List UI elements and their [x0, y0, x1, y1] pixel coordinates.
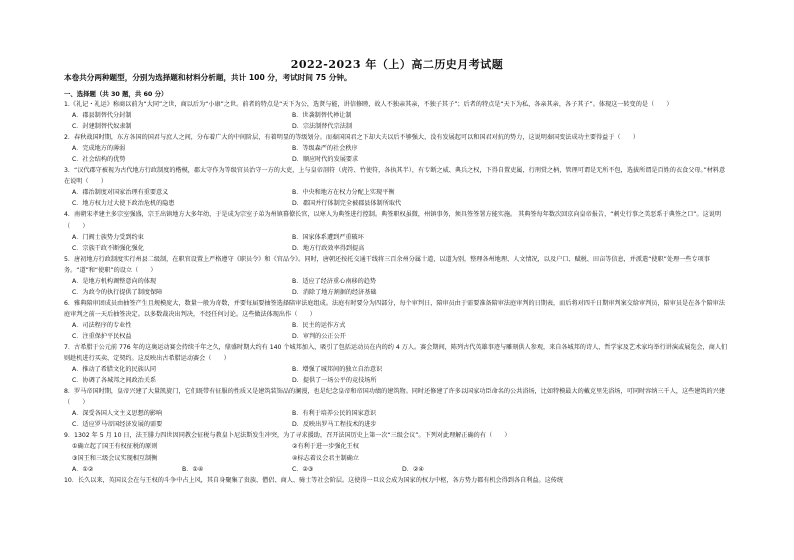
answer-options — [64, 110, 731, 132]
question-stem: 1.《礼记・礼运》称商以前为“大同”之世，商以后为“小康”之世。前者的特点是“天下为公，选贤与能，讲信修睦，故人不独亲其亲，不独子其子”；后者的特点是“天下为私，各亲其亲，各子其子”。体现这一转变的是（ ） — [64, 101, 673, 108]
answer-options — [64, 276, 731, 298]
question-10 — [64, 475, 731, 486]
answer-options — [64, 364, 731, 386]
option-c: C．②③ — [292, 465, 314, 473]
question-stem: 5．唐初地方行政制度实行州县二级制，在职官设置上严格遵守《职员令》和《官品令》。同时，唐朝还按托交通干线将三百余州分属十道，以道为别，整理各州地理、人文情况，以及户口、赋税、田亩等信息，并派遣“使职”处理一些专项事务。“道”和“使职”的设立（ ） — [64, 255, 710, 274]
option-a: A．深受各国人文主义思想的影响 — [72, 410, 163, 418]
option-a: A．司法程序的专业性 — [72, 321, 132, 329]
option-b: B．中央和地方在权力分配上实现平衡 — [292, 189, 395, 197]
option-c: C．为政令的执行提供了制度保障 — [72, 288, 163, 296]
option-c: C．社会结构的优势 — [72, 156, 126, 164]
option-b: B．增强了城邦间的独立自治意识 — [292, 366, 383, 374]
option-c: C．地方权力过大使下政治危机的隐患 — [72, 200, 175, 208]
answer-options — [64, 232, 731, 254]
option-d: D．审判的公正公开 — [292, 332, 346, 340]
answer-options — [64, 320, 731, 342]
option-b: B．有利于培养公民的国家意识 — [292, 410, 377, 418]
question-stem: 10．长久以来，英国议会在与王权的斗争中占上风，其自身聚集了贵族、僧侣、商人、骑士等社会阶层。这使得一旦议会成为国家的权力中枢，各方势力都有机会得到各自利益。这传统 — [64, 476, 564, 484]
page-title: 2022-2023 年（上）高二历史月考试题 — [290, 58, 504, 71]
option-c: C．宗族干政不断强化强化 — [72, 244, 144, 252]
option-d: D．反映出罗马工程技术的进步 — [292, 421, 377, 429]
question-8 — [64, 386, 731, 430]
option-a: A．郡治制度对国家治理有重要意义 — [72, 189, 169, 197]
statement-4: ④标志着议会君主制确立 — [292, 454, 359, 462]
answer-options — [64, 187, 731, 209]
exam-instructions: 本卷共分两种题型，分别为选择题和材料分析题，共计 100 分，考试时间 75 分钟。 — [64, 73, 352, 82]
section-heading: 一、选择题（共 30 题，共 60 分） — [64, 90, 168, 98]
question-stem: 2．春秋战国时期，东方各国的国君与庶人之间，分布着广大的中间阶层，有着明显的等级划分。而秦国国君之下却大夫以后不够强大，没有发展起可以和国君对抗的势力，这说明秦国变法成功主要得益于（ ） — [64, 134, 639, 142]
option-d: D．地方行政效率得到提高 — [292, 244, 365, 252]
question-stem: 9．1302 年 5 月 10 日，法王腓力四世因同教会征税与教皇卜尼法斯发生冲突，为了寻求援助，召开法国历史上第一次“三级会议”。下列对此理解正确的有（ ） — [64, 432, 511, 440]
statement-1: ①确立起了国王有权征税的原则 — [72, 443, 158, 451]
option-b: B．①④ — [182, 465, 204, 473]
option-a: A．门阀士族势力受到约束 — [72, 233, 144, 241]
answer-options — [64, 408, 731, 430]
option-b: B．国家体系遭到严重破坏 — [292, 233, 364, 241]
option-c: C．适应罗马帝国经济发展的需要 — [72, 421, 163, 429]
question-7 — [64, 342, 731, 386]
option-a: A．推动了希腊文化的民族认同 — [72, 366, 157, 374]
questions-list — [64, 99, 731, 486]
question-stem: 6．雅典陪审团成员由抽签产生且规模庞大，数量一般为奇数，并要每届要抽签选择陪审法庭组成。法庭有时要分为四部分，每个审判日，陪审员由于需要准备陪审法庭审判的日期表，而后将对四千日期审判案交给审判员，陪审员是在各个陪审法庭审判之前一天后抽签决定。以多数裁决出判决，不经任何讨论。这些做法体现出作（ ） — [64, 299, 725, 318]
question-stem: 8．罗马帝国时期，皇帝兴建了大量凯旋门，它们既带有征服的性质又是建筑装饰品的澜漫，也是纪念皇帝和帝国功绩的建筑物。同时还修建了许多以国家功臣命名的公共浴场，比如特模最大的戴克里先浴场，可同时容纳三千人，这些建筑的兴建（ ） — [64, 388, 725, 407]
option-c: C．封建制替代奴隶制 — [72, 123, 132, 131]
question-3 — [64, 165, 731, 209]
option-d: D．宗法制替代宗法制 — [292, 123, 352, 131]
option-d: D．②④ — [402, 465, 424, 473]
option-a: A．郡县制替代分封制 — [72, 112, 132, 120]
option-d: D．郡国并行体制完全被郡县体制所取代 — [292, 200, 402, 208]
option-d: D．顺应时代的发展要求 — [292, 156, 359, 164]
statement-2: ②有利于进一步强化王权 — [292, 443, 359, 451]
question-5 — [64, 254, 731, 298]
answer-options — [64, 143, 731, 165]
option-b: B．世袭制替代禅让制 — [292, 112, 352, 120]
question-stem: 7．古希腊于公元前 776 年的这奥运动赛会持续千年之久，鼎盛时期大约有 140 个城邦加入，吸引了包括运动员在内的约 4 万人。赛会期间，陈列古代英雄事迹与雕刻供人参观，来自各城邦的诗人、哲学家及艺术家均举行讲演或展览会，商人们则趁机进行买卖、定契约。这反映出古希腊运动赛会（ ） — [64, 344, 728, 363]
option-b: B．适应了经济重心南移的趋势 — [292, 277, 377, 285]
question-4 — [64, 209, 731, 253]
question-stem: 3．“汉代郡守被视为古代地方行政制度的楷模，郡太守作为等级官员治守一方的大吏，上与皇帝剖符（虎符、竹使符，各执其半），有专断之威、典兵之权，下得自置吏属，行刑赏之柄，管理可谓是无所不包，选拔所谓是百姓的衣食父母。”材料意在说明（ ） — [64, 167, 726, 186]
option-d: D．提供了一场公平的竞技场所 — [292, 377, 377, 385]
option-c: C．注重保护平民权益 — [72, 332, 132, 340]
question-2 — [64, 132, 731, 165]
option-a: A．①② — [72, 465, 94, 473]
option-d: D．消除了地方割据的经济基础 — [292, 288, 377, 296]
option-b: B．等级森严的社会秩序 — [292, 145, 358, 153]
option-c: C．协调了各城邦之间政治关系 — [72, 377, 157, 385]
option-a: A．是地方机构调整意向的体现 — [72, 277, 157, 285]
option-a: A．完成地方的薄弱 — [72, 145, 126, 153]
question-1 — [64, 99, 731, 132]
question-6 — [64, 298, 731, 342]
answer-options — [64, 464, 731, 475]
question-stem: 4．南朝宋孝建主多宗室强盛，宗王出镇地方大多年幼，于是成为宗室子弟为州镇幕僚长官，以寒人为典签进行控制。典签职权虽微，州镇事务，须具签签署方能实施。 其典签每年数次回京向皇帝报告，“刺史行事之美恶系于典签之口”。这说明（ ） — [64, 211, 721, 230]
statement-3: ③国王和三级会议实现相互制衡 — [72, 454, 158, 462]
numbered-statements — [64, 441, 731, 463]
option-b: B．民主的运作方式 — [292, 321, 346, 329]
question-9 — [64, 430, 731, 474]
